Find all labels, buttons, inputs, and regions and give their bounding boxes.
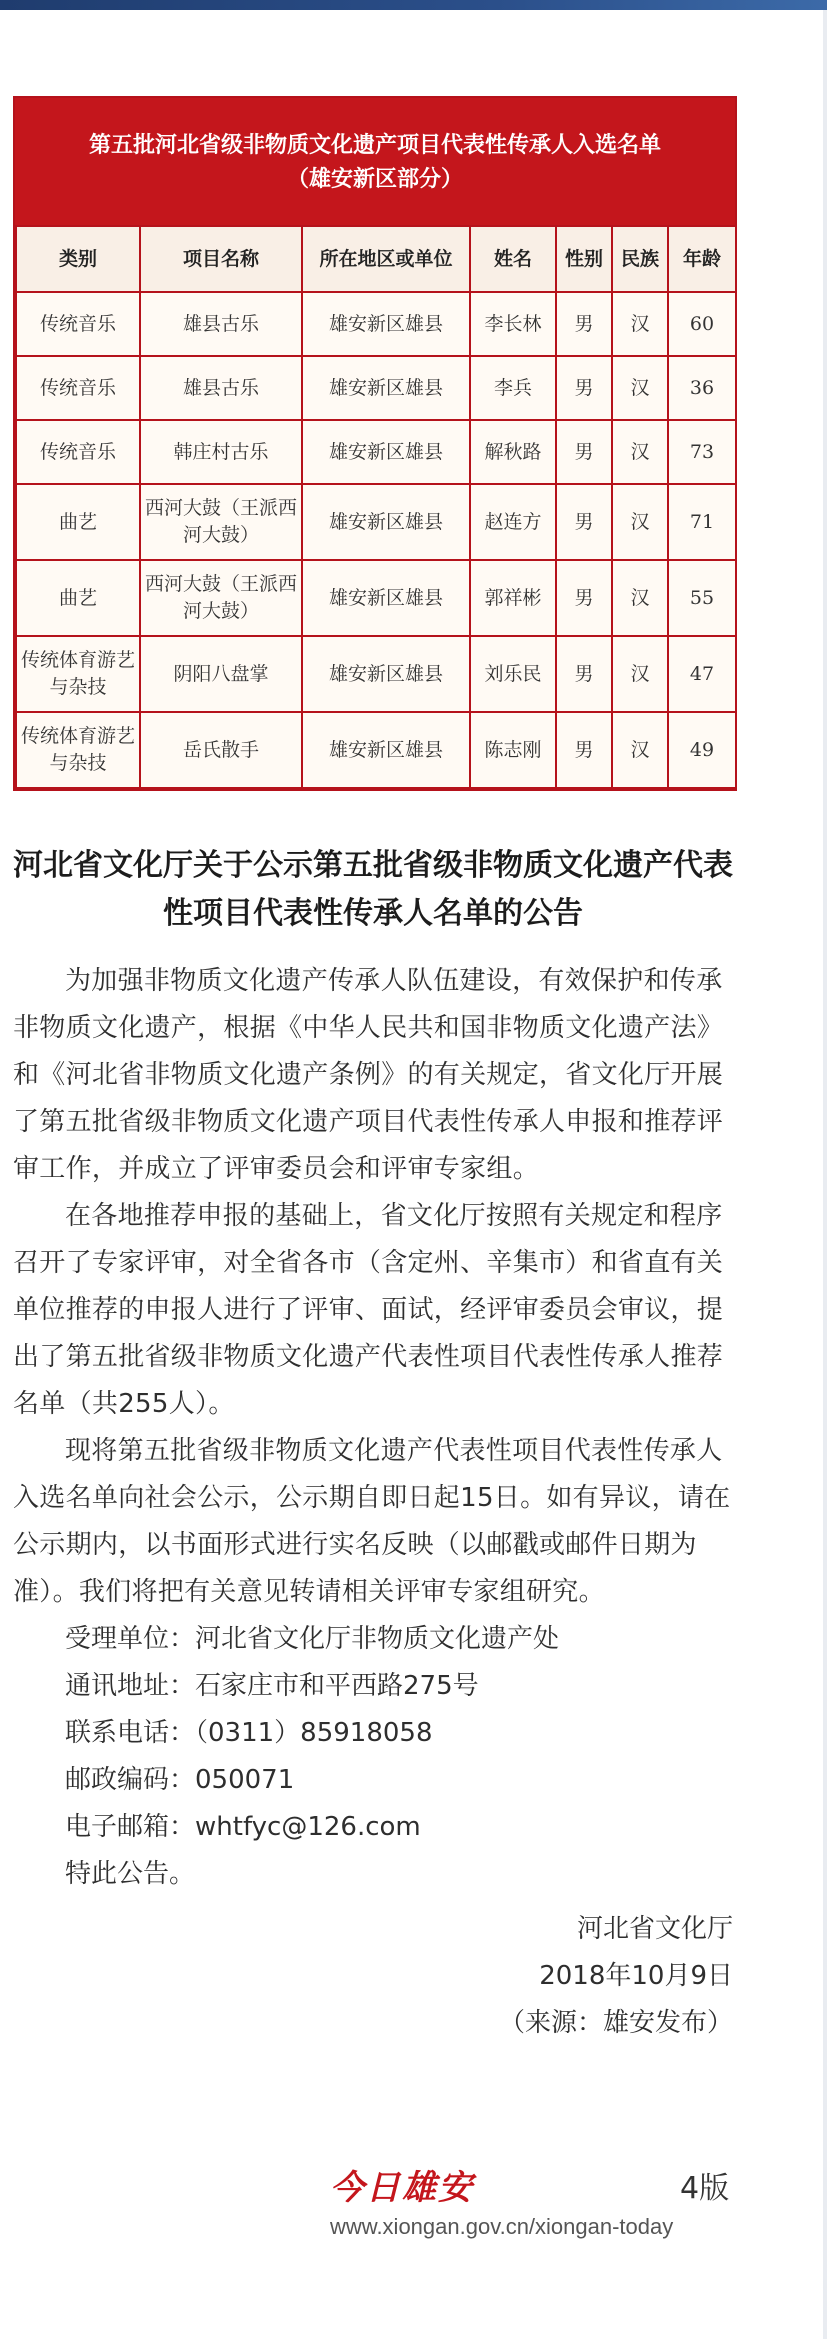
cell-category: 传统音乐 — [16, 420, 140, 484]
cell-ethnicity: 汉 — [612, 560, 668, 636]
cell-name: 李长林 — [470, 292, 556, 356]
cell-age: 49 — [668, 712, 736, 788]
cell-region: 雄安新区雄县 — [302, 560, 470, 636]
contact-postcode: 邮政编码：050071 — [65, 1765, 295, 1795]
contact-unit: 受理单位：河北省文化厅非物质文化遗产处 — [65, 1624, 560, 1654]
cell-ethnicity: 汉 — [612, 636, 668, 712]
notice-paragraph: 现将第五批省级非物质文化遗产代表性项目代表性传承人入选名单向社会公示，公示期自即日起15日。如有异议，请在公示期内，以书面形式进行实名反映（以邮戳或邮件日期为准）。我们将把有关意见转请相关评审专家组研究。 — [13, 1436, 731, 1607]
cell-project: 岳氏散手 — [140, 712, 302, 788]
cell-region: 雄安新区雄县 — [302, 292, 470, 356]
sign-organization: 河北省文化厅 — [576, 1914, 733, 1944]
public-notice — [13, 842, 733, 2047]
cell-category: 传统体育游艺与杂技 — [16, 712, 140, 788]
table-row — [16, 560, 736, 636]
table-title-line2: （雄安新区部分） — [286, 167, 463, 192]
cell-project: 西河大鼓（王派西河大鼓） — [140, 560, 302, 636]
cell-name: 解秋路 — [470, 420, 556, 484]
notice-paragraph: 为加强非物质文化遗产传承人队伍建设，有效保护和传承非物质文化遗产，根据《中华人民共和国非物质文化遗产法》和《河北省非物质文化遗产条例》的有关规定，省文化厅开展了第五批省级非物质文化遗产项目代表性传承人申报和推荐评审工作，并成立了评审委员会和评审专家组。 — [13, 966, 724, 1184]
notice-title: 河北省文化厅关于公示第五批省级非物质文化遗产代表性项目代表性传承人名单的公告 — [13, 848, 733, 931]
cell-ethnicity: 汉 — [612, 292, 668, 356]
cell-region: 雄安新区雄县 — [302, 712, 470, 788]
contact-phone: 联系电话：（0311）85918058 — [65, 1718, 433, 1748]
notice-closing: 特此公告。 — [65, 1859, 196, 1889]
cell-ethnicity: 汉 — [612, 356, 668, 420]
cell-name: 陈志刚 — [470, 712, 556, 788]
cell-category: 传统音乐 — [16, 356, 140, 420]
cell-name: 赵连方 — [470, 484, 556, 560]
cell-age: 55 — [668, 560, 736, 636]
contact-email: 电子邮箱：whtfyc@126.com — [65, 1812, 421, 1842]
cell-project: 雄县古乐 — [140, 356, 302, 420]
cell-age: 36 — [668, 356, 736, 420]
cell-name: 刘乐民 — [470, 636, 556, 712]
cell-gender: 男 — [556, 484, 612, 560]
cell-age: 60 — [668, 292, 736, 356]
cell-gender: 男 — [556, 292, 612, 356]
table-row — [16, 292, 736, 356]
cell-region: 雄安新区雄县 — [302, 636, 470, 712]
table-row — [16, 484, 736, 560]
cell-age: 47 — [668, 636, 736, 712]
footer-url: www.xiongan.gov.cn/xiongan-today — [330, 2214, 674, 2239]
cell-ethnicity: 汉 — [612, 420, 668, 484]
col-header-category: 类别 — [16, 226, 140, 292]
col-header-age: 年龄 — [668, 226, 736, 292]
col-header-ethnicity: 民族 — [612, 226, 668, 292]
cell-age: 71 — [668, 484, 736, 560]
col-header-project: 项目名称 — [140, 226, 302, 292]
cell-category: 曲艺 — [16, 484, 140, 560]
cell-region: 雄安新区雄县 — [302, 356, 470, 420]
cell-project: 阴阳八盘掌 — [140, 636, 302, 712]
cell-gender: 男 — [556, 560, 612, 636]
signature-block — [13, 1906, 733, 2047]
source-note: （来源：雄安发布） — [498, 2008, 733, 2038]
page-number: 4版 — [680, 2171, 730, 2206]
publication-logo: 今日雄安 — [330, 2168, 474, 2208]
col-header-name: 姓名 — [470, 226, 556, 292]
cell-category: 传统体育游艺与杂技 — [16, 636, 140, 712]
cell-name: 郭祥彬 — [470, 560, 556, 636]
table-title-line1: 第五批河北省级非物质文化遗产项目代表性传承人入选名单 — [88, 133, 661, 158]
notice-paragraph: 在各地推荐申报的基础上，省文化厅按照有关规定和程序召开了专家评审，对全省各市（含定州、辛集市）和省直有关单位推荐的申报人进行了评审、面试，经评审委员会审议，提出了第五批省级非物质文化遗产代表性项目代表性传承人推荐名单（共255人）。 — [13, 1201, 724, 1419]
notice-body — [13, 958, 733, 1898]
roster-grid — [15, 225, 737, 789]
cell-region: 雄安新区雄县 — [302, 420, 470, 484]
table-title — [15, 98, 735, 225]
inheritor-roster-table — [13, 96, 737, 791]
cell-gender: 男 — [556, 420, 612, 484]
cell-name: 李兵 — [470, 356, 556, 420]
table-header-row — [16, 226, 736, 292]
cell-gender: 男 — [556, 636, 612, 712]
table-row — [16, 420, 736, 484]
cell-gender: 男 — [556, 712, 612, 788]
cell-ethnicity: 汉 — [612, 484, 668, 560]
cell-category: 传统音乐 — [16, 292, 140, 356]
table-row — [16, 636, 736, 712]
contact-address: 通讯地址：石家庄市和平西路275号 — [65, 1671, 479, 1701]
cell-ethnicity: 汉 — [612, 712, 668, 788]
cell-age: 73 — [668, 420, 736, 484]
cell-project: 雄县古乐 — [140, 292, 302, 356]
cell-project: 西河大鼓（王派西河大鼓） — [140, 484, 302, 560]
col-header-gender: 性别 — [556, 226, 612, 292]
cell-category: 曲艺 — [16, 560, 140, 636]
cell-project: 韩庄村古乐 — [140, 420, 302, 484]
sign-date: 2018年10月9日 — [539, 1961, 733, 1991]
cell-region: 雄安新区雄县 — [302, 484, 470, 560]
cell-gender: 男 — [556, 356, 612, 420]
table-row — [16, 712, 736, 788]
table-row — [16, 356, 736, 420]
top-header-bar — [0, 0, 827, 10]
right-margin-strip — [823, 10, 827, 2339]
col-header-region: 所在地区或单位 — [302, 226, 470, 292]
